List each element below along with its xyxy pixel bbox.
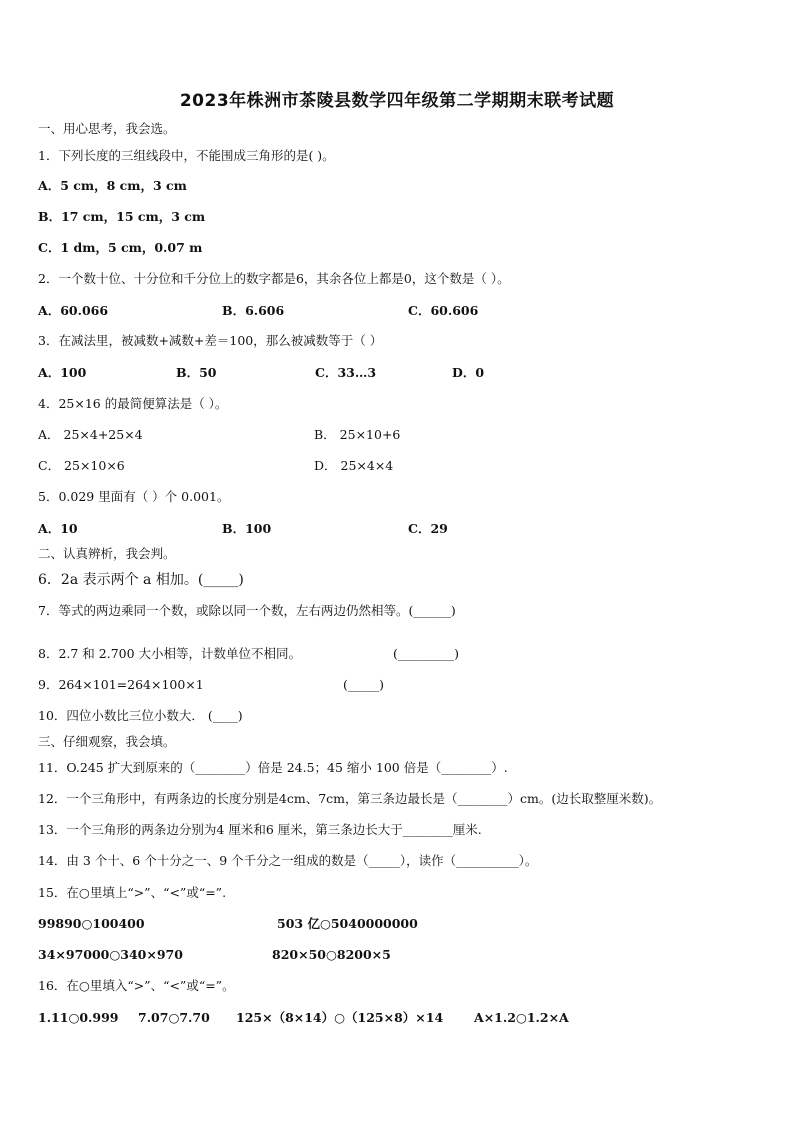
question-8-answer-blank: (_________): [393, 646, 460, 661]
section-heading-choice: 一、用心思考，我会选。: [38, 121, 176, 136]
question-5-option-a: A．10: [38, 521, 78, 536]
question-15-item-3: 34×97000○340×970: [38, 947, 183, 962]
question-16-item-2: 7.07○7.70: [138, 1010, 210, 1025]
question-10: 10．四位小数比三位小数大． (____): [38, 708, 243, 723]
question-2-option-b: B．6.606: [222, 303, 285, 318]
question-16-item-3: 125×（8×14）○（125×8）×14: [236, 1010, 444, 1025]
question-1-stem: 1．下列长度的三组线段中，不能围成三角形的是( )。: [38, 148, 335, 163]
question-8: 8．2.7 和 2.700 大小相等，计数单位不相同。: [38, 646, 302, 661]
question-9: 9．264×101=264×100×1: [38, 677, 204, 692]
question-5-option-c: C．29: [408, 521, 448, 536]
question-2-stem: 2．一个数十位、十分位和千分位上的数字都是6，其余各位上都是0，这个数是（ ）。: [38, 271, 510, 286]
question-16-item-1: 1.11○0.999: [38, 1010, 119, 1025]
question-5-stem: 5．0.029 里面有（ ）个 0.001。: [38, 489, 230, 504]
question-15-stem: 15．在○里填上“>”、“<”或“=”.: [38, 885, 227, 900]
question-4-option-d: D． 25×4×4: [314, 458, 394, 473]
question-15-item-2: 503 亿○5040000000: [277, 916, 418, 931]
section-heading-judge: 二、认真辨析，我会判。: [38, 546, 176, 561]
question-2-option-a: A．60.066: [38, 303, 109, 318]
question-13: 13．一个三角形的两条边分别为4 厘米和6 厘米，第三条边长大于________厘米.: [38, 822, 482, 837]
question-3-stem: 3．在减法里，被减数+减数+差＝100，那么被减数等于（ ）: [38, 333, 383, 348]
question-2-option-c: C．60.606: [408, 303, 479, 318]
question-11: 11．O.245 扩大到原来的（________）倍是 24.5；45 缩小 100 倍是（________）.: [38, 760, 508, 775]
page-title: 2023年株洲市茶陵县数学四年级第二学期期末联考试题: [179, 91, 615, 111]
question-1-option-a: A．5 cm，8 cm，3 cm: [38, 178, 187, 193]
question-4-stem: 4．25×16 的最简便算法是（ ）。: [38, 396, 228, 411]
question-1-option-c: C．1 dm，5 cm，0.07 m: [38, 240, 203, 255]
question-16-item-4: A×1.2○1.2×A: [474, 1010, 569, 1025]
question-4-option-a: A． 25×4+25×4: [38, 427, 143, 442]
question-1-option-b: B．17 cm，15 cm，3 cm: [38, 209, 206, 224]
question-14: 14．由 3 个十、6 个十分之一、9 个千分之一组成的数是（_____），读作（__________）。: [38, 853, 538, 868]
question-6: 6．2a 表示两个 a 相加。(_____): [38, 572, 244, 588]
question-9-answer-blank: (_____): [343, 677, 385, 692]
question-4-option-c: C． 25×10×6: [38, 458, 125, 473]
question-12: 12．一个三角形中，有两条边的长度分别是4cm、7cm，第三条边最长是（________）cm。(边长取整厘米数)。: [38, 791, 662, 806]
question-3-option-d: D．0: [452, 365, 485, 380]
section-heading-fill: 三、仔细观察，我会填。: [38, 734, 176, 749]
question-3-option-a: A．100: [38, 365, 87, 380]
question-3-option-b: B．50: [176, 365, 217, 380]
question-16-stem: 16．在○里填入“>”、“<”或“=”。: [38, 978, 235, 993]
question-7: 7．等式的两边乘同一个数，或除以同一个数，左右两边仍然相等。(______): [38, 603, 456, 618]
question-15-item-4: 820×50○8200×5: [272, 947, 391, 962]
question-3-option-c: C．33…3: [315, 365, 377, 380]
question-4-option-b: B． 25×10+6: [314, 427, 401, 442]
question-15-item-1: 99890○100400: [38, 916, 145, 931]
question-5-option-b: B．100: [222, 521, 272, 536]
